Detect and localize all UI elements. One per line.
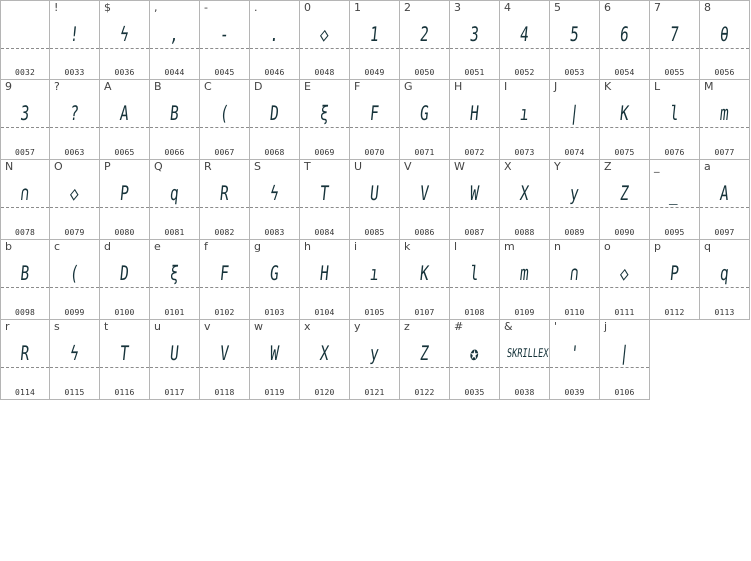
glyph-preview: θ (718, 22, 731, 46)
char-label: d (104, 240, 111, 253)
glyph-preview: ∩ (568, 261, 581, 285)
char-code: 0052 (514, 68, 535, 77)
glyph-preview: U (368, 181, 381, 205)
glyph-cell (50, 240, 100, 320)
char-code: 0065 (114, 148, 135, 157)
glyph-preview: ı (518, 101, 531, 125)
char-code: 0084 (314, 228, 335, 237)
glyph-preview: q (718, 261, 731, 285)
char-code: 0036 (114, 68, 135, 77)
char-code: 0078 (14, 228, 36, 237)
char-code: 0106 (614, 388, 635, 397)
glyph-preview: H (318, 261, 331, 285)
glyph-cell (50, 320, 100, 400)
char-label: 7 (654, 1, 661, 14)
glyph-cell (200, 0, 250, 80)
glyph-preview: ? (68, 101, 81, 125)
glyph-cell (700, 0, 750, 80)
char-code: 0088 (514, 228, 535, 237)
glyph-cell (100, 240, 150, 320)
glyph-preview: T (118, 341, 131, 365)
glyph-cell (450, 0, 500, 80)
char-label: n (554, 240, 561, 253)
glyph-cell (0, 240, 50, 320)
char-code: 0085 (364, 228, 385, 237)
char-label: H (454, 80, 463, 93)
char-code: 0079 (64, 228, 85, 237)
char-label: v (204, 320, 211, 333)
glyph-cell (100, 160, 150, 240)
glyph-preview: l (668, 101, 681, 125)
char-label: 9 (5, 80, 12, 93)
char-code: 0087 (464, 228, 485, 237)
glyph-cell (500, 320, 550, 400)
char-code: 0099 (64, 308, 85, 317)
char-code: 0069 (314, 148, 335, 157)
char-label: k (404, 240, 411, 253)
glyph-preview: . (268, 22, 281, 46)
char-label: Y (554, 160, 561, 173)
glyph-cell (50, 0, 100, 80)
char-code: 0055 (664, 68, 685, 77)
char-label: Q (154, 160, 163, 173)
glyph-preview: V (418, 181, 431, 205)
char-code: 0035 (464, 388, 485, 397)
char-code: 0032 (14, 68, 36, 77)
glyph-preview: H (468, 101, 481, 125)
glyph-preview: G (418, 101, 431, 125)
glyph-preview: ✪ (468, 341, 481, 365)
char-label: & (504, 320, 513, 333)
glyph-cell (550, 320, 600, 400)
char-code: 0107 (414, 308, 435, 317)
glyph-cell (150, 160, 200, 240)
char-label: 1 (354, 1, 361, 14)
char-code: 0039 (564, 388, 585, 397)
char-code: 0051 (464, 68, 485, 77)
char-label: W (454, 160, 465, 173)
char-label: B (154, 80, 162, 93)
glyph-preview: W (468, 181, 481, 205)
glyph-cell (200, 160, 250, 240)
char-code: 0111 (614, 308, 635, 317)
char-label: , (154, 1, 158, 14)
char-code: 0056 (714, 68, 735, 77)
char-label: I (504, 80, 508, 93)
glyph-preview: Z (618, 181, 631, 205)
char-code: 0049 (364, 68, 385, 77)
glyph-preview: B (19, 261, 31, 285)
char-label: - (204, 1, 208, 14)
glyph-cell (300, 160, 350, 240)
glyph-cell (500, 240, 550, 320)
glyph-cell (600, 80, 650, 160)
glyph-preview: V (218, 341, 231, 365)
glyph-cell (400, 0, 450, 80)
glyph-preview: D (118, 261, 131, 285)
glyph-preview: ı (368, 261, 381, 285)
glyph-preview: F (218, 261, 231, 285)
char-label: F (354, 80, 361, 93)
char-code: 0122 (414, 388, 435, 397)
glyph-cell (0, 160, 50, 240)
glyph-preview: _ (668, 181, 681, 205)
glyph-cell (400, 240, 450, 320)
char-label: _ (654, 160, 660, 173)
glyph-cell (600, 0, 650, 80)
glyph-preview: 2 (418, 22, 431, 46)
glyph-preview: q (168, 181, 181, 205)
char-label: G (404, 80, 413, 93)
char-label: m (504, 240, 515, 253)
glyph-cell (400, 80, 450, 160)
char-label: 4 (504, 1, 511, 14)
char-label: x (304, 320, 311, 333)
glyph-cell (200, 240, 250, 320)
char-code: 0103 (264, 308, 285, 317)
glyph-cell (150, 320, 200, 400)
glyph-cell (600, 160, 650, 240)
glyph-preview: X (518, 181, 531, 205)
glyph-row (0, 240, 751, 320)
char-label: c (54, 240, 61, 253)
char-code: 0120 (314, 388, 335, 397)
glyph-cell (100, 320, 150, 400)
char-code: 0054 (614, 68, 635, 77)
glyph-cell (650, 0, 700, 80)
char-code: 0071 (414, 148, 435, 157)
glyph-cell (350, 0, 400, 80)
char-code: 0082 (214, 228, 235, 237)
glyph-cell (150, 0, 200, 80)
char-code: 0119 (264, 388, 285, 397)
char-label: w (254, 320, 263, 333)
glyph-cell (0, 320, 50, 400)
char-label: $ (104, 1, 111, 14)
char-code: 0046 (264, 68, 285, 77)
glyph-cell (450, 320, 500, 400)
char-label: J (554, 80, 558, 93)
glyph-preview: W (268, 341, 281, 365)
char-code: 0102 (214, 308, 235, 317)
glyph-cell (150, 240, 200, 320)
glyph-preview: B (168, 101, 181, 125)
char-code: 0089 (564, 228, 585, 237)
glyph-preview (6, 19, 44, 49)
glyph-cell (50, 80, 100, 160)
glyph-cell (450, 240, 500, 320)
char-code: 0063 (64, 148, 85, 157)
char-label: q (704, 240, 711, 253)
char-code: 0098 (14, 308, 36, 317)
char-label: O (54, 160, 63, 173)
glyph-preview: P (668, 261, 681, 285)
glyph-preview: m (518, 261, 531, 285)
glyph-preview: | (568, 101, 581, 125)
char-code: 0044 (164, 68, 185, 77)
glyph-preview: 3 (19, 101, 31, 125)
glyph-cell (550, 160, 600, 240)
char-label: 3 (454, 1, 461, 14)
glyph-cell (200, 320, 250, 400)
char-code: 0066 (164, 148, 185, 157)
glyph-preview: D (268, 101, 281, 125)
glyph-preview: G (268, 261, 281, 285)
char-code: 0116 (114, 388, 135, 397)
char-code: 0048 (314, 68, 335, 77)
glyph-preview: y (568, 181, 581, 205)
char-label: 8 (704, 1, 711, 14)
char-label: z (404, 320, 410, 333)
glyph-cell (700, 240, 750, 320)
glyph-preview: 7 (668, 22, 681, 46)
char-label: t (104, 320, 109, 333)
glyph-cell (300, 320, 350, 400)
glyph-cell (250, 320, 300, 400)
glyph-cell (250, 160, 300, 240)
char-label: M (704, 80, 714, 93)
glyph-preview: ϟ (118, 22, 131, 46)
char-label: ? (54, 80, 60, 93)
glyph-cell (100, 80, 150, 160)
char-code: 0057 (14, 148, 36, 157)
char-code: 0117 (164, 388, 185, 397)
glyph-preview: l (468, 261, 481, 285)
glyph-preview: | (618, 341, 631, 365)
char-label: R (204, 160, 212, 173)
glyph-cell (300, 240, 350, 320)
char-label: g (254, 240, 261, 253)
char-code: 0033 (64, 68, 85, 77)
char-label: 2 (404, 1, 411, 14)
glyph-preview: A (718, 181, 731, 205)
glyph-preview: R (218, 181, 231, 205)
char-code: 0090 (614, 228, 635, 237)
char-label: K (604, 80, 612, 93)
glyph-cell (600, 320, 650, 400)
glyph-cell (550, 80, 600, 160)
char-code: 0104 (314, 308, 335, 317)
char-code: 0115 (64, 388, 85, 397)
glyph-preview: ( (218, 101, 231, 125)
char-label: Z (604, 160, 612, 173)
char-code: 0080 (114, 228, 135, 237)
char-label: V (404, 160, 412, 173)
glyph-preview: y (368, 341, 381, 365)
char-label: 0 (304, 1, 311, 14)
glyph-cell (250, 80, 300, 160)
glyph-cell (650, 80, 700, 160)
char-code: 0053 (564, 68, 585, 77)
glyph-preview: X (318, 341, 331, 365)
glyph-cell (650, 240, 700, 320)
char-code: 0108 (464, 308, 485, 317)
char-code: 0105 (364, 308, 385, 317)
glyph-cell (200, 80, 250, 160)
glyph-cell (700, 160, 750, 240)
char-label: L (654, 80, 661, 93)
char-label: U (354, 160, 363, 173)
glyph-cell (500, 160, 550, 240)
char-label: X (504, 160, 512, 173)
glyph-cell (500, 80, 550, 160)
glyph-cell (650, 160, 700, 240)
glyph-cell (350, 320, 400, 400)
char-code: 0101 (164, 308, 185, 317)
char-label: 5 (554, 1, 561, 14)
glyph-preview: ξ (318, 101, 331, 125)
char-code: 0076 (664, 148, 685, 157)
glyph-cell (500, 0, 550, 80)
glyph-preview: P (118, 181, 131, 205)
glyph-preview: , (168, 22, 181, 46)
glyph-preview: K (418, 261, 431, 285)
glyph-cell (550, 0, 600, 80)
glyph-row (0, 160, 751, 240)
glyph-preview: ! (68, 22, 81, 46)
char-code: 0112 (664, 308, 685, 317)
glyph-preview: ◇ (618, 261, 631, 285)
glyph-cell (250, 0, 300, 80)
glyph-preview: ξ (168, 261, 181, 285)
char-code: 0121 (364, 388, 385, 397)
glyph-row (0, 80, 751, 160)
char-label: a (704, 160, 711, 173)
char-label: ' (554, 320, 558, 333)
char-code: 0067 (214, 148, 235, 157)
char-label: A (104, 80, 112, 93)
glyph-cell (400, 320, 450, 400)
char-label: l (454, 240, 458, 253)
char-label: T (304, 160, 311, 173)
glyph-cell (700, 80, 750, 160)
char-label: E (304, 80, 311, 93)
char-code: 0097 (714, 228, 735, 237)
char-label: S (254, 160, 261, 173)
char-code: 0110 (564, 308, 585, 317)
char-label: s (54, 320, 60, 333)
char-label: h (304, 240, 311, 253)
glyph-preview: 5 (568, 22, 581, 46)
glyph-cell (450, 160, 500, 240)
glyph-cell (350, 160, 400, 240)
glyph-preview: Z (418, 341, 431, 365)
glyph-preview: A (118, 101, 131, 125)
glyph-preview: ϟ (68, 341, 81, 365)
char-code: 0038 (514, 388, 535, 397)
glyph-cell (600, 240, 650, 320)
char-code: 0070 (364, 148, 385, 157)
glyph-cell (150, 80, 200, 160)
glyph-cell (550, 240, 600, 320)
glyph-cell (450, 80, 500, 160)
char-label: # (454, 320, 464, 333)
glyph-row (0, 0, 751, 80)
glyph-preview: 1 (368, 22, 381, 46)
glyph-preview: - (218, 22, 231, 46)
glyph-preview: 4 (518, 22, 531, 46)
glyph-preview: ϟ (268, 181, 281, 205)
char-code: 0045 (214, 68, 235, 77)
char-label: 6 (604, 1, 611, 14)
glyph-row (0, 320, 751, 400)
char-code: 0072 (464, 148, 485, 157)
glyph-cell (0, 0, 50, 80)
char-label: i (354, 240, 358, 253)
glyph-preview: ◇ (318, 22, 331, 46)
char-label: N (5, 160, 14, 173)
glyph-preview: 6 (618, 22, 631, 46)
glyph-cell (50, 160, 100, 240)
char-label: b (5, 240, 12, 253)
char-code: 0068 (264, 148, 285, 157)
glyph-cell (300, 0, 350, 80)
char-code: 0109 (514, 308, 535, 317)
char-code: 0073 (514, 148, 535, 157)
char-code: 0086 (414, 228, 435, 237)
glyph-cell (100, 0, 150, 80)
glyph-preview: 3 (468, 22, 481, 46)
glyph-cell (400, 160, 450, 240)
char-code: 0081 (164, 228, 185, 237)
char-label: y (354, 320, 361, 333)
char-code: 0100 (114, 308, 135, 317)
glyph-preview: ' (568, 341, 581, 365)
glyph-cell (300, 80, 350, 160)
glyph-cell (350, 80, 400, 160)
glyph-preview: SKRILLEX (506, 346, 550, 360)
glyph-preview: ( (68, 261, 81, 285)
glyph-preview: K (618, 101, 631, 125)
char-label: u (154, 320, 161, 333)
char-label: P (104, 160, 111, 173)
char-label: f (204, 240, 208, 253)
char-label: D (254, 80, 263, 93)
char-code: 0095 (664, 228, 685, 237)
char-code: 0077 (714, 148, 735, 157)
char-code: 0113 (714, 308, 735, 317)
char-label: . (254, 1, 258, 14)
glyph-preview: ∩ (19, 181, 31, 205)
char-label: e (154, 240, 161, 253)
char-label: C (204, 80, 212, 93)
char-code: 0083 (264, 228, 285, 237)
char-code: 0118 (214, 388, 235, 397)
glyph-preview: T (318, 181, 331, 205)
glyph-cell (0, 80, 50, 160)
glyph-preview: R (19, 341, 31, 365)
char-label: ! (54, 1, 59, 14)
char-label: p (654, 240, 661, 253)
char-label: r (5, 320, 10, 333)
char-code: 0074 (564, 148, 585, 157)
glyph-preview: U (168, 341, 181, 365)
char-code: 0050 (414, 68, 435, 77)
glyph-preview: ◇ (68, 181, 81, 205)
glyph-cell (350, 240, 400, 320)
char-label: o (604, 240, 611, 253)
glyph-preview: F (368, 101, 381, 125)
glyph-cell (250, 240, 300, 320)
glyph-preview: m (718, 101, 731, 125)
char-code: 0114 (14, 388, 36, 397)
char-code: 0075 (614, 148, 635, 157)
char-label: j (604, 320, 608, 333)
